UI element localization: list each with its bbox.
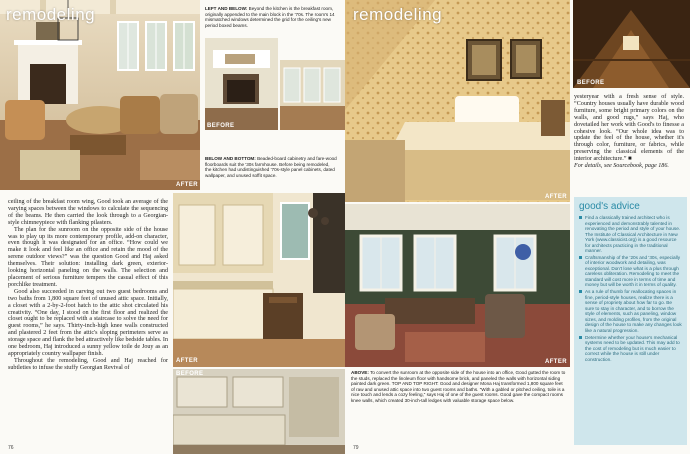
body-paragraph: Good also succeeded in carving out two guest bedrooms and two baths from 1,800 square feet of unused attic space. Initially, a closet with a 2-by-2-foot hatch to the attic shot circulated his creativity. “One day, I stood on the first floor and realized the closet ought to be replaced with a staircase to solve the need for guest rooms,” he says. Thirty-inch-high knee walls constructed and plastered 2 feet from the attic's sloping perimeters serve as storage space and flank the bed attractively like bedside tables. In one bedroom, Haj introduced a sunny yellow toile de Jouy as an appropriately country wallpaper finish.	[8, 288, 168, 357]
body-paragraph: ceiling of the breakfast room wing, Good took an average of the varying spaces between the windows to calculate the sequencing of the beams. He then carried the look through to a Georgian-style chimneypiece with flanking pilasters.	[8, 199, 168, 226]
advice-item	[579, 289, 682, 333]
breakfast-room-before-photo	[280, 60, 345, 130]
body-paragraph: Throughout the remodeling, Good and Haj reached for subtleties to infuse the stuffy Georgian Revival of	[8, 357, 168, 371]
caption-mid-lead: BELOW AND BOTTOM:	[205, 156, 256, 161]
kitchen-after-photo	[173, 193, 345, 367]
body-paragraph: yesteryear with a fresh sense of style. “Country houses usually have durable wood furniture, some bright primary colors on the walls, and good rugs,” says Haj, who dovetailed her work with Good's to finesse a cohesive look. “Our whole idea was to update the feel of the house, whether it's through color, furniture, or fabrics, while preserving the classical elements of the interior architecture.” ■	[574, 94, 684, 163]
page-number-left: 76	[8, 445, 14, 451]
advice-item-text: Determine whether your house's mechanical systems need to be updated. This may add to the cost of remodeling but is much easier to correct while the house is still under construction.	[585, 334, 680, 362]
advice-item-text: As a rule of thumb for reallocating spaces in fine, period-style houses, realize there is a sense of propriety about how far to go. Be sure to stay in character, and to borrow the style of elements, such as paneling, window sizes, and molding profiles, from the original design of the house to make any changes look like a natural progression.	[585, 289, 682, 333]
body-paragraph: The plan for the sunroom on the opposite side of the house was to play up its more contemporary profile, add-on character, even though it was designated for an office. “How could we make it look and feel like an office and retain the mood of the serene outdoor views?” was the question Good and Haj asked themselves. Their solution: installing dark green, exterior-looking horizontal paneling on the walls. The selection and placement of serious furniture tempers the casual effect of this porchlike treatment.	[8, 226, 168, 288]
before-fireplace-photo	[205, 38, 278, 130]
bullet-icon	[579, 256, 582, 259]
breakfast-room-photo	[0, 0, 200, 190]
body-column-left	[8, 199, 168, 372]
kitchen-before-tag: BEFORE	[176, 371, 204, 377]
attic-before-photo	[573, 0, 690, 88]
caption-top-text: Beyond the kitchen is the breakfast room, originally appended to the main block in the '70s. The room's 14 mismatched windows determined the grid for the ceiling's new period boxed beams.	[205, 6, 335, 28]
advice-sidebar	[574, 197, 687, 445]
advice-item-text: Find a classically trained architect who is experienced and demonstrably talented in renovating the period and style of your house. The Institute of Classical Architecture in New York (www.classicist.org) is a good resource for architects practicing in the traditional manner.	[585, 215, 681, 253]
attic-before-tag: BEFORE	[577, 80, 605, 86]
sunroom-office-photo	[345, 204, 570, 367]
advice-item	[579, 335, 682, 363]
advice-item-text: Craftsmanship of the '20s and '30s, especially of interior woodwork and detailing, was exceptional. Don't lose what is a plus through careless obliteration. Remodeling to meet the standard will cost more in terms of time and money but will be worth it in terms of quality.	[585, 254, 681, 288]
sourcebook-note: For details, see Sourcebook, page 186.	[574, 163, 669, 170]
inset-before-tag: BEFORE	[207, 123, 235, 129]
bullet-icon	[579, 290, 582, 293]
advice-heading: good's advice	[579, 201, 640, 212]
body-column-right	[574, 94, 684, 170]
caption-mid-text: Beaded-board cabinetry and fare-wood floorboards suit the '30s farmhouse. Before being remodeled, the kitchen had undistinguished '70s-style panel cabinets, dated wallpaper, and unused soffit space.	[205, 156, 337, 178]
bullet-icon	[579, 216, 582, 219]
bullet-icon	[579, 336, 582, 339]
sunroom-after-tag: AFTER	[545, 359, 567, 365]
kitchen-after-tag: AFTER	[176, 358, 198, 364]
caption-top	[205, 6, 337, 28]
page-number-right: 79	[353, 445, 359, 451]
section-title: remodeling	[6, 5, 96, 24]
advice-item	[579, 215, 682, 254]
kitchen-before-photo	[173, 369, 345, 454]
guest-bedroom-photo	[345, 0, 570, 202]
advice-list	[579, 215, 682, 362]
caption-top-lead: LEFT AND BELOW:	[205, 6, 248, 11]
advice-item	[579, 255, 682, 288]
caption-mid	[205, 156, 337, 178]
section-title: remodeling	[353, 5, 443, 24]
bedroom-after-tag: AFTER	[545, 194, 567, 200]
right-page	[345, 0, 690, 454]
caption-bottom	[351, 370, 566, 404]
hero-after-tag: AFTER	[176, 182, 198, 188]
caption-bottom-lead: ABOVE:	[351, 370, 369, 375]
caption-bottom-text: To convert the sunroom at the opposite side of the house into an office, Good gutted the room to the studs, replaced the linoleum floor with handsome brick, and paneled the walls with horizontal siding painted dark green. TOP AND TOP RIGHT: Good and designer Mona Haj transformed 1,800 square feet of raw and unused attic space into two guest rooms and baths. “With a gabled or pitched ceiling, toile is a nice touch and lends a cozy feeling,” says Haj of one of the guest rooms. Good gave the compact rooms knee walls, which created 30-inch-tall ledges with valuable storage space below.	[351, 370, 566, 403]
